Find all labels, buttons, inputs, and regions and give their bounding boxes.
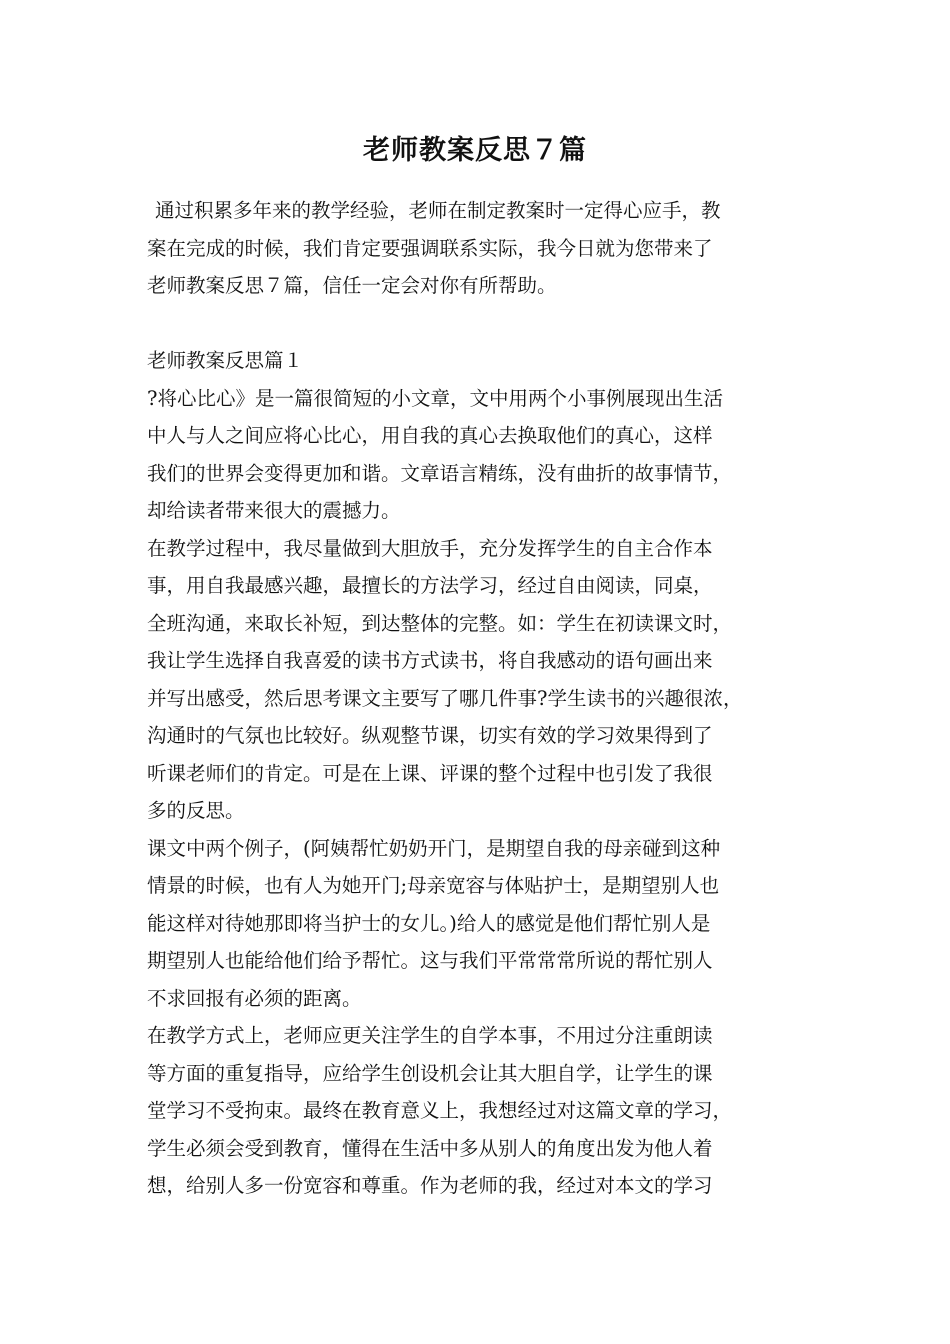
body-line: 期望别人也能给他们给予帮忙。这与我们平常常常所说的帮忙别人 [147, 949, 713, 972]
body-line: 我们的世界会变得更加和谐。文章语言精练，没有曲折的故事情节， [147, 461, 733, 485]
body-line: 想，给别人多一份宽容和尊重。作为老师的我，经过对本文的学习 [147, 1174, 713, 1197]
document-title: 老师教案反思７篇 [363, 135, 587, 166]
body-line: 在教学方式上，老师应更关注学生的自学本事，不用过分注重朗读 [147, 1024, 713, 1047]
intro-line: 通过积累多年来的教学经验，老师在制定教案时一定得心应手，教 [155, 199, 721, 222]
body-line: 却给读者带来很大的震撼力。 [147, 499, 401, 522]
body-line: 事，用自我最感兴趣，最擅长的方法学习，经过自由阅读，同桌， [147, 574, 713, 597]
body-line: 不求回报有必须的距离。 [147, 986, 362, 1010]
intro-line: 老师教案反思７篇，信任一定会对你有所帮助。 [147, 274, 557, 297]
body-line: 全班沟通，来取长补短，到达整体的完整。如：学生在初读课文时， [147, 611, 733, 635]
body-line: 在教学过程中，我尽量做到大胆放手，充分发挥学生的自主合作本 [147, 536, 713, 560]
body-line: 学生必须会受到教育，懂得在生活中多从别人的角度出发为他人着 [147, 1136, 713, 1160]
body-line: ?将心比心》是一篇很简短的小文章，文中用两个小事例展现出生活 [147, 386, 723, 410]
body-line: 等方面的重复指导，应给学生创设机会让其大胆自学，让学生的课 [147, 1061, 713, 1085]
body-line: 情景的时候，也有人为她开门;母亲宽容与体贴护士，是期望别人也 [147, 874, 720, 897]
body-line: 中人与人之间应将心比心，用自我的真心去换取他们的真心，这样 [147, 424, 713, 447]
body-line: 多的反思。 [147, 799, 245, 822]
body-line: 听课老师们的肯定。可是在上课、评课的整个过程中也引发了我很 [147, 761, 713, 785]
body-line: 能这样对待她那即将当护士的女儿。)给人的感觉是他们帮忙别人是 [147, 911, 711, 935]
section-1 [147, 342, 815, 1205]
section-heading: 老师教案反思篇１ [147, 349, 304, 372]
body-line: 沟通时的气氛也比较好。纵观整节课，切实有效的学习效果得到了 [147, 724, 713, 747]
body-line: 课文中两个例子，(阿姨帮忙奶奶开门，是期望自我的母亲碰到这种 [147, 836, 721, 860]
intro-line: 案在完成的时候，我们肯定要强调联系实际，我今日就为您带来了 [147, 236, 713, 260]
body-line: 堂学习不受拘束。最终在教育意义上，我想经过对这篇文章的学习， [147, 1099, 733, 1122]
intro-paragraph [147, 192, 815, 305]
body-line: 并写出感受，然后思考课文主要写了哪几件事?学生读书的兴趣很浓， [147, 686, 743, 710]
body-line: 我让学生选择自我喜爱的读书方式读书，将自我感动的语句画出来 [147, 649, 713, 672]
